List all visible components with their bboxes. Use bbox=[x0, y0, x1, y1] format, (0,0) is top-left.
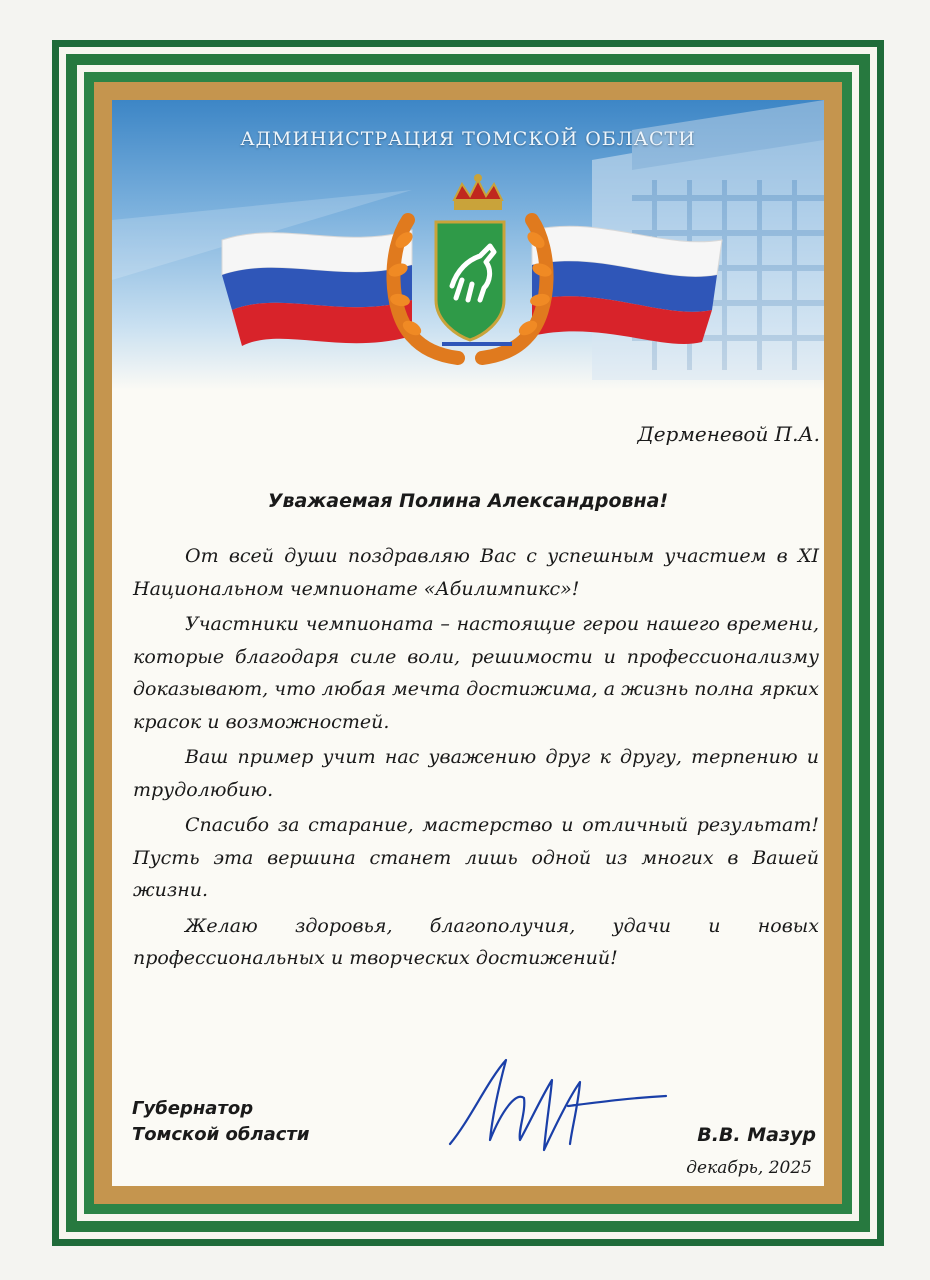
body-paragraph: Участники чемпионата – настоящие герои нашего времени, которые благодаря силе воли, решимости и профессионализму доказывают, что любая мечта достижима, а жизнь полна ярких красок и возможностей. bbox=[133, 613, 819, 733]
recipient-name: Дерменевой П.А. bbox=[637, 422, 820, 446]
greeting: Уважаемая Полина Александровна! bbox=[267, 490, 669, 512]
body-paragraph: От всей души поздравляю Вас с успешным участием в XI Национальном чемпионате «Абилимпикс»! bbox=[133, 545, 819, 600]
letter-date: декабрь, 2025 bbox=[686, 1158, 812, 1178]
signatory-name: В.В. Мазур bbox=[697, 1124, 816, 1146]
body-paragraph: Спасибо за старание, мастерство и отличный результат! Пусть эта вершина станет лишь одной из многих в Вашей жизни. bbox=[133, 814, 819, 901]
signatory-title-line: Томской области bbox=[132, 1124, 310, 1145]
body-paragraph: Желаю здоровья, благополучия, удачи и новых профессиональных и творческих достижений! bbox=[133, 914, 819, 969]
organization-title: АДМИНИСТРАЦИЯ ТОМСКОЙ ОБЛАСТИ bbox=[240, 128, 696, 150]
signatory-title bbox=[132, 1096, 309, 1148]
signatory-title-line: Губернатор bbox=[132, 1098, 254, 1119]
letter-body bbox=[133, 540, 819, 978]
body-paragraph: Ваш пример учит нас уважению друг к другу, терпению и трудолюбию. bbox=[133, 746, 819, 801]
